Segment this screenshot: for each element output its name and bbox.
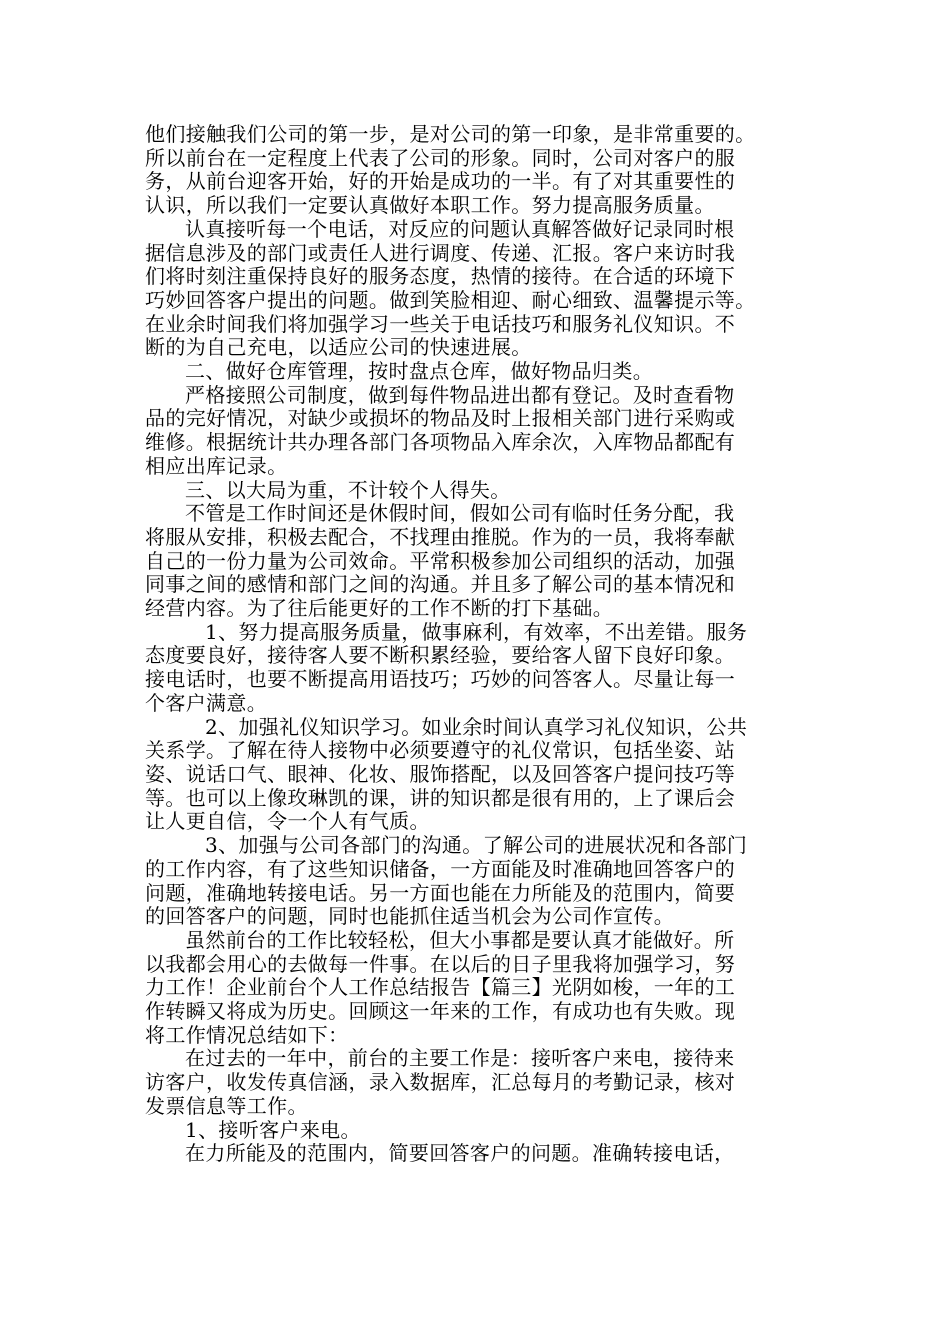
paragraph-6 <box>145 502 810 621</box>
text-line: 认识，所以我们一定要认真做好本职工作。努力提高服务质量。 <box>145 193 715 218</box>
text-line: 在业余时间我们将加强学习一些关于电话技巧和服务礼仪知识。不 <box>145 311 736 336</box>
text-line: 问题，准确地转接电话。另一方面也能在力所能及的范围内，简要 <box>145 880 736 905</box>
text-line: 态度要良好，接待客人要不断积累经验，要给客人留下良好印象。 <box>145 643 736 668</box>
text-line: 自己的一份力量为公司效命。平常积极参加公司组织的活动，加强 <box>145 548 736 573</box>
text-line-indented: 1、努力提高服务质量，做事麻利，有效率，不出差错。服务 <box>205 619 748 644</box>
list-item-3 <box>145 834 810 929</box>
text-line-indented: 1、接听客户来电。 <box>185 1117 361 1142</box>
text-line: 的工作内容，有了这些知识储备，一方面能及时准确地回答客户的 <box>145 856 736 881</box>
text-line: 姿、说话口气、眼神、化妆、服饰搭配，以及回答客户提问技巧等 <box>145 761 736 786</box>
paragraph-1 <box>145 123 810 218</box>
text-line: 相应出库记录。 <box>145 453 288 478</box>
text-line: 将服从安排，积极去配合，不找理由推脱。作为的一员，我将奉献 <box>145 524 736 549</box>
text-line: 发票信息等工作。 <box>145 1093 308 1118</box>
text-line: 品的完好情况，对缺少或损坏的物品及时上报相关部门进行采购或 <box>145 406 736 431</box>
text-line-indented: 认真接听每一个电话，对反应的问题认真解答做好记录同时根 <box>185 216 735 241</box>
text-line: 经营内容。为了往后能更好的工作不断的打下基础。 <box>145 596 614 621</box>
text-line-indented: 虽然前台的工作比较轻松，但大小事都是要认真才能做好。所 <box>185 927 735 952</box>
list-item-1 <box>145 621 810 716</box>
text-line: 巧妙回答客户提出的问题。做到笑脸相迎、耐心细致、温馨提示等。 <box>145 287 756 312</box>
text-line: 接电话时，也要不断提高用语技巧；巧妙的问答客人。尽量让每一 <box>145 667 736 692</box>
text-line-indented: 3、加强与公司各部门的沟通。了解公司的进展状况和各部门 <box>205 833 748 858</box>
text-line-indented: 严格接照公司制度，做到每件物品进出都有登记。及时查看物 <box>185 382 735 407</box>
paragraph-2 <box>145 218 810 360</box>
section-heading-3 <box>145 479 810 503</box>
text-line: 所以前台在一定程度上代表了公司的形象。同时，公司对客户的服 <box>145 145 736 170</box>
paragraph-13 <box>145 1142 810 1166</box>
text-line: 他们接触我们公司的第一步，是对公司的第一印象，是非常重要的。 <box>145 122 756 146</box>
text-line-indented: 不管是工作时间还是休假时间，假如公司有临时任务分配，我 <box>185 501 735 526</box>
text-line: 同事之间的感情和部门之间的沟通。并且多了解公司的基本情况和 <box>145 572 736 597</box>
text-line: 将工作情况总结如下： <box>145 1022 349 1047</box>
text-line-indented: 二、做好仓库管理，按时盘点仓库，做好物品归类。 <box>185 359 654 384</box>
document-body <box>145 123 810 1166</box>
text-line: 关系学。了解在待人接物中必须要遵守的礼仪常识，包括坐姿、站 <box>145 738 736 763</box>
paragraph-11 <box>145 1047 810 1118</box>
paragraph-10 <box>145 929 810 1048</box>
text-line: 断的为自己充电，以适应公司的快速进展。 <box>145 335 532 360</box>
text-line: 力工作！企业前台个人工作总结报告【篇三】光阴如梭，一年的工 <box>145 975 736 1000</box>
text-line: 维修。根据统计共办理各部门各项物品入库余次，入库物品都配有 <box>145 430 736 455</box>
text-line: 等。也可以上像玫琳凯的课，讲的知识都是很有用的，上了课后会 <box>145 785 736 810</box>
text-line: 据信息涉及的部门或责任人进行调度、传递、汇报。客户来访时我 <box>145 240 736 265</box>
text-line-indented: 2、加强礼仪知识学习。如业余时间认真学习礼仪知识，公共 <box>205 714 748 739</box>
list-item-2 <box>145 716 810 835</box>
text-line: 以我都会用心的去做每一件事。在以后的日子里我将加强学习，努 <box>145 951 736 976</box>
text-line: 们将时刻注重保持良好的服务态度，热情的接待。在合适的环境下 <box>145 264 736 289</box>
text-line-indented: 三、以大局为重，不计较个人得失。 <box>185 477 511 502</box>
text-line-indented: 在力所能及的范围内，简要回答客户的问题。准确转接电话， <box>185 1141 735 1166</box>
text-line: 让人更自信，令一个人有气质。 <box>145 809 430 834</box>
paragraph-4 <box>145 384 810 479</box>
section-heading-2 <box>145 360 810 384</box>
text-line-indented: 在过去的一年中，前台的主要工作是：接听客户来电，接待来 <box>185 1046 735 1071</box>
text-line: 访客户，收发传真信涵，录入数据库，汇总每月的考勤记录，核对 <box>145 1070 736 1095</box>
text-line: 的回答客户的问题，同时也能抓住适当机会为公司作宣传。 <box>145 904 675 929</box>
text-line: 作转瞬又将成为历史。回顾这一年来的工作，有成功也有失败。现 <box>145 999 736 1024</box>
text-line: 务，从前台迎客开始，好的开始是成功的一半。有了对其重要性的 <box>145 169 736 194</box>
text-line: 个客户满意。 <box>145 690 268 715</box>
paragraph-12 <box>145 1119 810 1143</box>
